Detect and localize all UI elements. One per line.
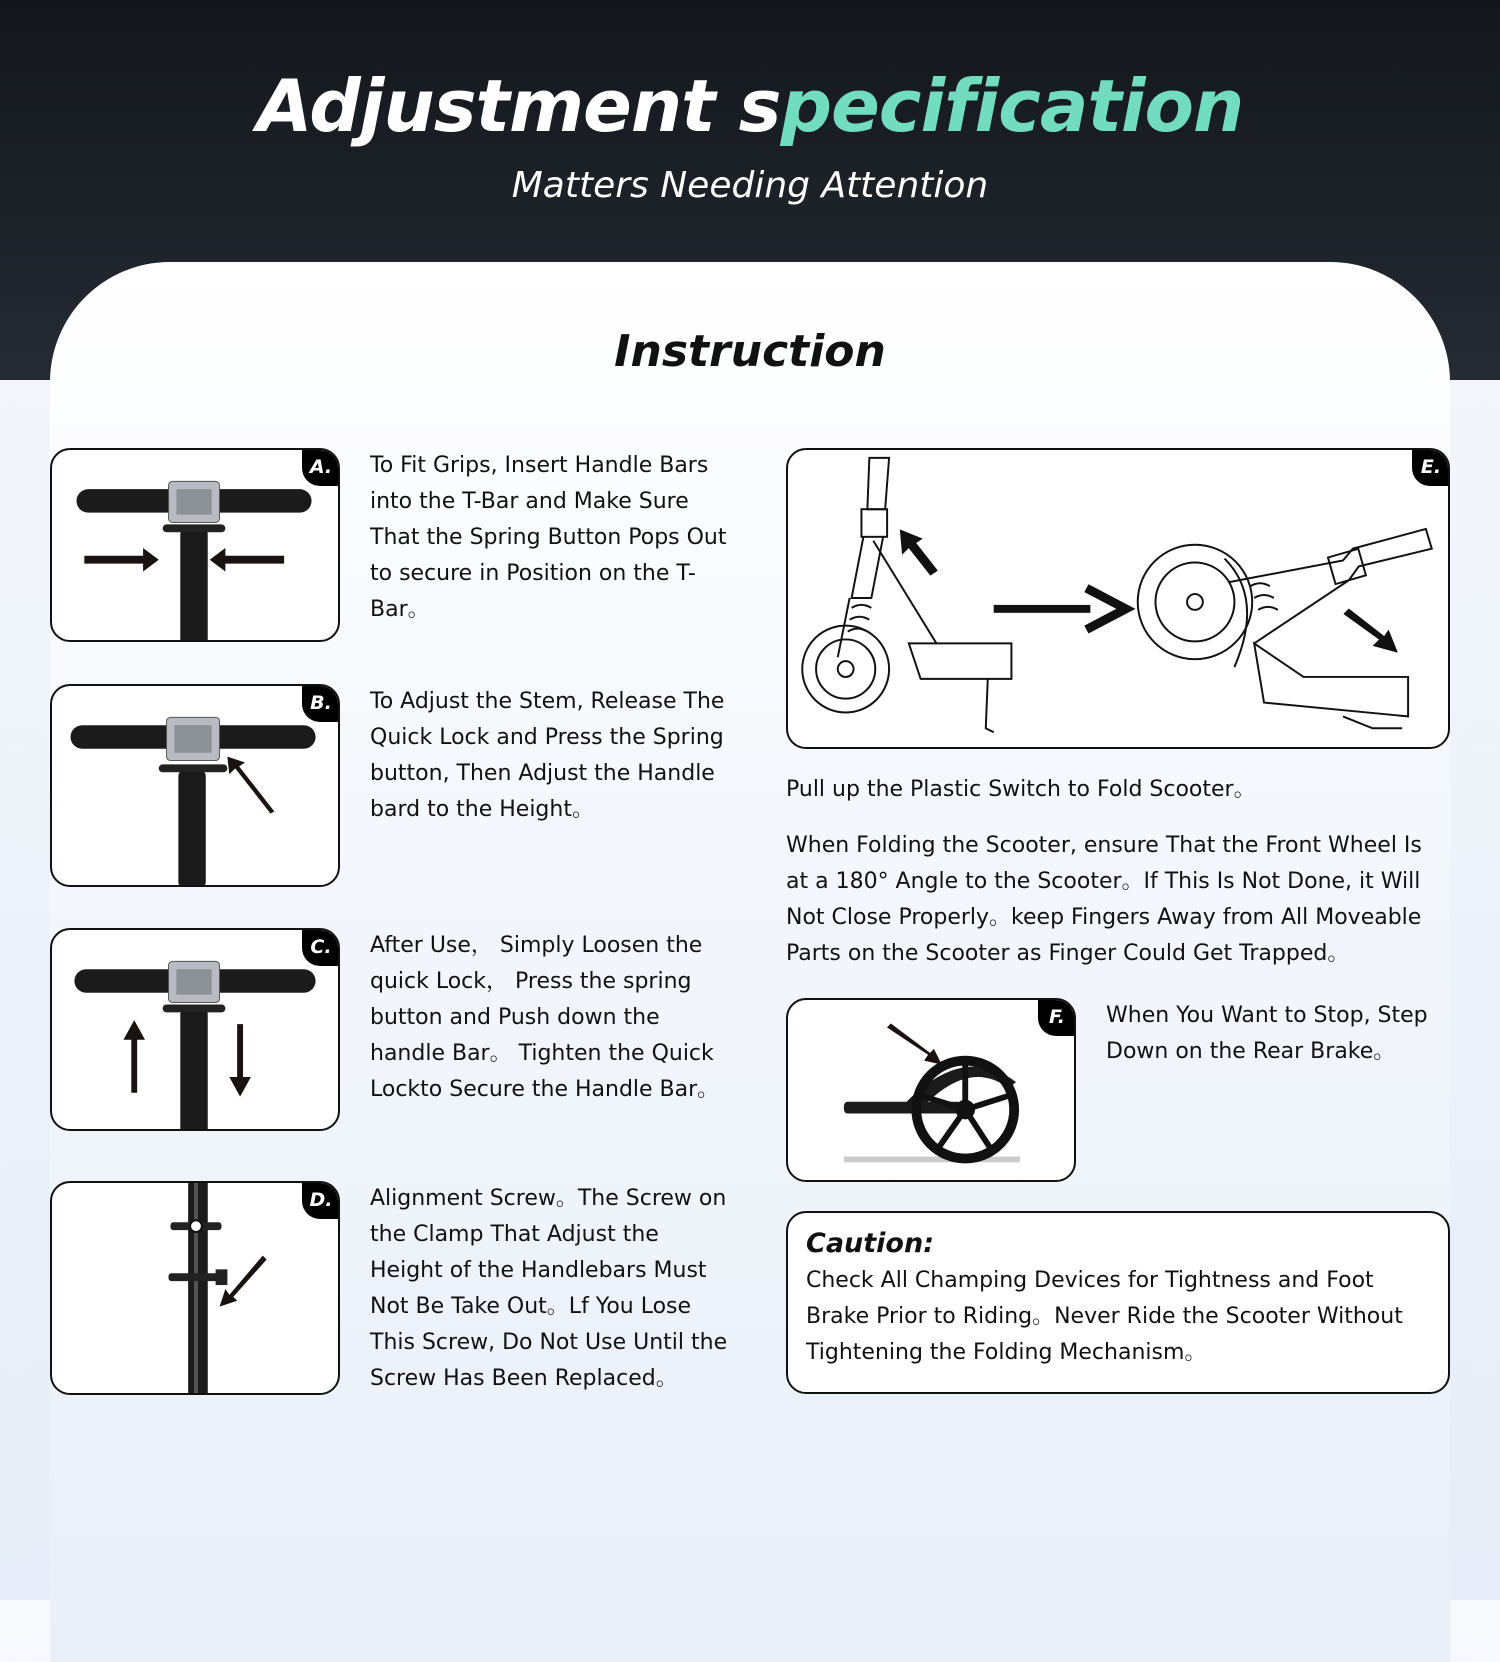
step-a-text: To Fit Grips, Insert Handle Bars into the T-Bar and Make Sure That the Spring Button Pops Out to secure in Position on the T-Bar。 — [370, 453, 727, 622]
page-title — [0, 64, 1500, 148]
badge-d: D. — [302, 1181, 340, 1219]
step-e-image — [786, 448, 1450, 749]
step-f-image — [786, 998, 1076, 1182]
step-f-text: When You Want to Stop, Step Down on the Rear Brake。 — [1106, 1003, 1428, 1064]
badge-f: F. — [1038, 998, 1076, 1036]
step-e-text-1: Pull up the Plastic Switch to Fold Scooter。 — [786, 777, 1256, 802]
section-title: Instruction — [614, 326, 886, 377]
title-main: Adjustment s — [256, 64, 781, 148]
caution-box — [786, 1211, 1450, 1394]
caution-text: Check All Champing Devices for Tightness and Foot Brake Prior to Riding。Never Ride the Scooter Without Tightening the Folding Mechanism。 — [806, 1268, 1403, 1365]
step-d-image — [50, 1181, 340, 1395]
step-c-text: After Use， Simply Loosen the quick Lock， Press the spring button and Push down the handle Bar。 Tighten the Quick Lockto Secure the Handle Bar。 — [370, 933, 720, 1102]
title-accent: pecification — [780, 64, 1244, 148]
badge-e: E. — [1412, 448, 1450, 486]
caution-title: Caution: — [806, 1228, 934, 1259]
badge-c: C. — [302, 928, 340, 966]
badge-a: A. — [302, 448, 340, 486]
page-subtitle: Matters Needing Attention — [511, 165, 989, 206]
step-d-text: Alignment Screw。The Screw on the Clamp That Adjust the Height of the Handlebars Must Not Be Take Out。Lf You Lose This Screw, Do Not Use Until the Screw Has Been Replaced。 — [370, 1186, 728, 1391]
step-a-image — [50, 448, 340, 642]
push-down-illustration — [52, 930, 338, 1129]
rear-brake-illustration — [788, 1000, 1074, 1180]
alignment-screw-illustration — [52, 1183, 338, 1393]
step-b-image — [50, 684, 340, 887]
stem-adjust-illustration — [52, 686, 338, 885]
badge-b: B. — [302, 684, 340, 722]
handlebar-insert-illustration — [52, 450, 338, 640]
step-c-image — [50, 928, 340, 1131]
step-e-text-2: When Folding the Scooter, ensure That the Front Wheel Is at a 180° Angle to the Scooter。If This Is Not Done, it Will Not Close Properly。keep Fingers Away from All Moveable Parts on the Scooter as Finger Could Get Trapped。 — [786, 833, 1422, 966]
fold-scooter-illustration — [788, 450, 1448, 747]
step-b-text: To Adjust the Stem, Release The Quick Lock and Press the Spring button, Then Adjust the Handle bard to the Height。 — [370, 689, 725, 822]
